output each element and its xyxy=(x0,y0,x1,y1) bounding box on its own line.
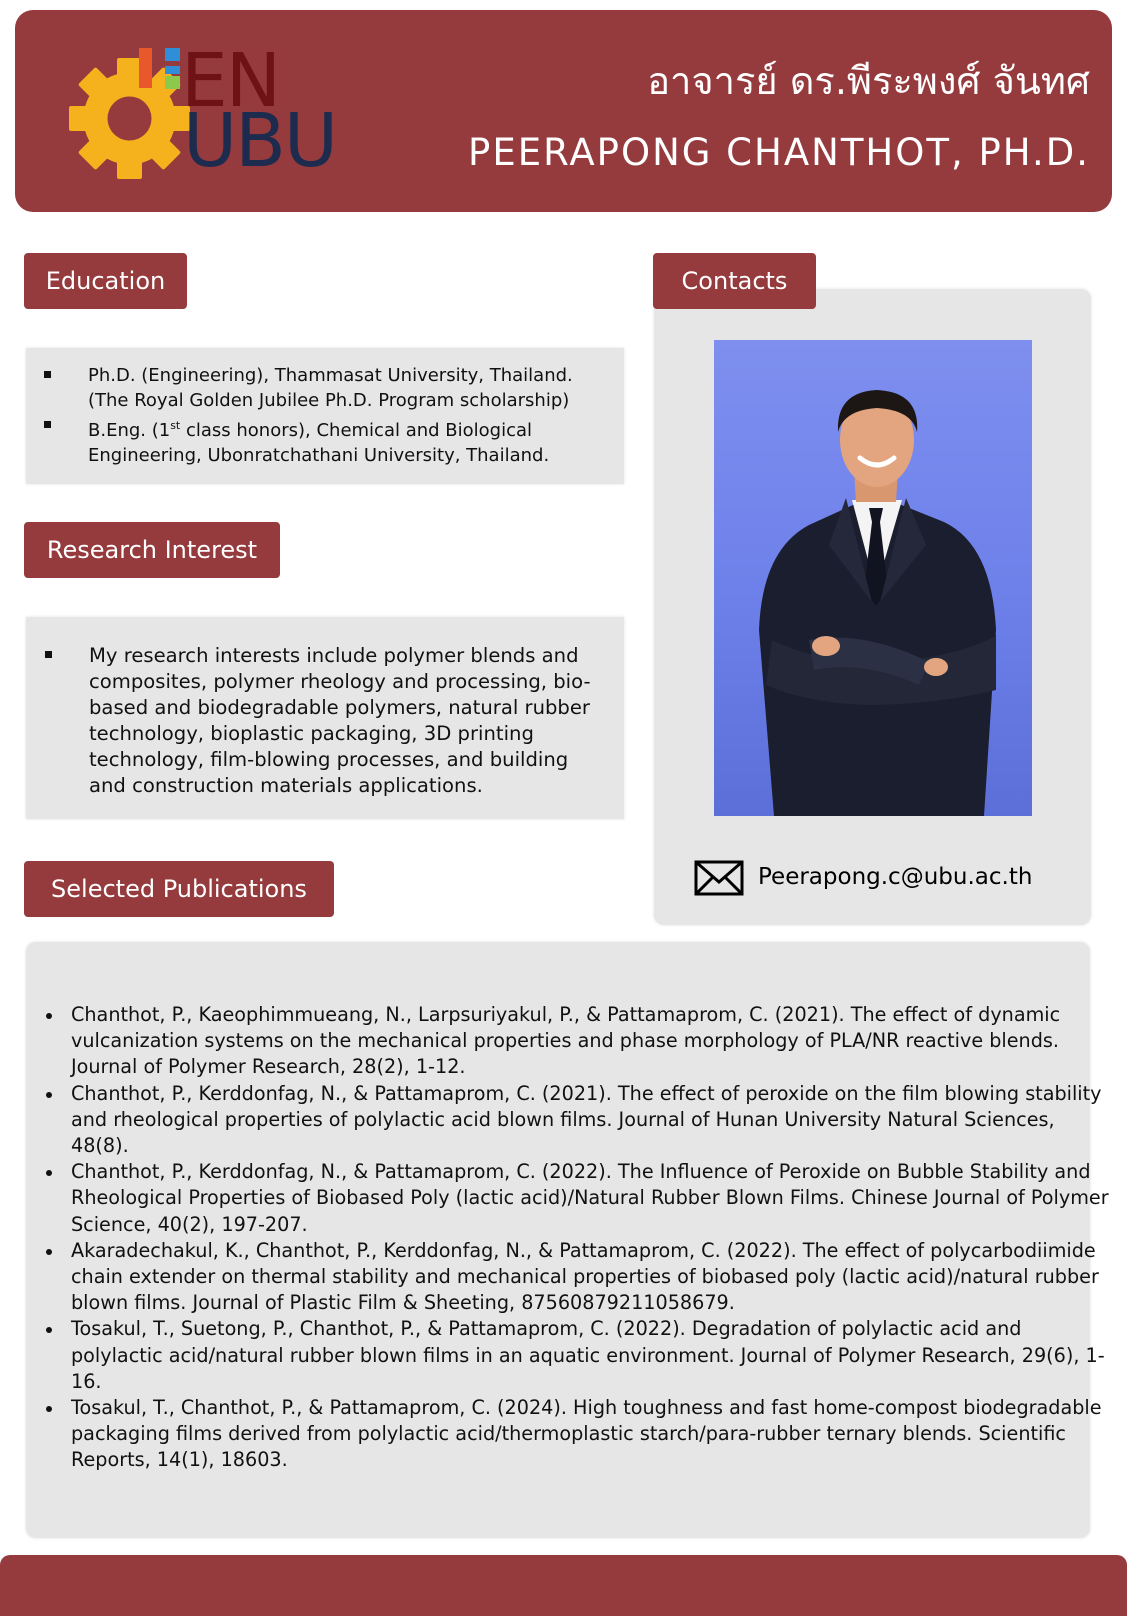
publications-box xyxy=(26,942,1109,1538)
publication-item: Akaradechakul, K., Chanthot, P., Kerddonfag, N., & Pattamaprom, C. (2022). The effect of polycarbodiimide chain extender on thermal stability and mechanical properties of biobased poly (lactic acid)/natural rubber blown films. Journal of Plastic Film & Sheeting, 87560879211058679. xyxy=(71,1238,1111,1317)
logo-squares xyxy=(139,48,183,92)
footer-bar xyxy=(0,1555,1127,1616)
envelope-icon xyxy=(694,860,744,896)
publication-item: Chanthot, P., Kaeophimmueang, N., Larpsuriyakul, P., & Pattamaprom, C. (2021). The effect of dynamic vulcanization systems on the mechanical properties and phase morphology of PLA/NR reactive blends. Journal of Polymer Research, 28(2), 1-12. xyxy=(71,1002,1111,1081)
list-item: My research interests include polymer blends and composites, polymer rheology and processing, bio-based and biodegradable polymers, natural rubber technology, bioplastic packaging, 3D printing technology, film-blowing processes, and building and construction materials applications. xyxy=(89,643,599,799)
education-line: (The Royal Golden Jubilee Ph.D. Program scholarship) xyxy=(88,390,570,411)
superscript: st xyxy=(170,419,181,432)
person-portrait xyxy=(714,340,1032,816)
logo-text-ubu: UBU xyxy=(183,98,337,184)
profile-photo xyxy=(714,340,1032,816)
publication-item: Tosakul, T., Suetong, P., Chanthot, P., & Pattamaprom, C. (2022). Degradation of polylactic acid and polylactic acid/natural rubber blown films in an aquatic environment. Journal of Polymer Research, 29(6), 1-16. xyxy=(71,1316,1111,1395)
education-list xyxy=(88,363,618,468)
contacts-heading: Contacts xyxy=(653,253,816,309)
publication-item: Tosakul, T., Chanthot, P., & Pattamaprom, C. (2024). High toughness and fast home-compost biodegradable packaging films derived from polylactic acid/thermoplastic starch/para-rubber ternary blends. Scientific Reports, 14(1), 18603. xyxy=(71,1395,1111,1474)
research-list xyxy=(89,643,599,799)
email-link[interactable]: Peerapong.c@ubu.ac.th xyxy=(758,864,1033,890)
logo-text-en: EN xyxy=(181,38,280,124)
publication-item: Chanthot, P., Kerddonfag, N., & Pattamaprom, C. (2022). The Influence of Peroxide on Bubble Stability and Rheological Properties of Biobased Poly (lactic acid)/Natural Rubber Blown Films. Chinese Journal of Polymer Science, 40(2), 197-207. xyxy=(71,1159,1111,1238)
education-line: Ph.D. (Engineering), Thammasat University, Thailand. xyxy=(88,365,573,386)
education-line: class honors), Chemical and Biological xyxy=(180,420,533,441)
list-item xyxy=(88,413,618,468)
publications-heading: Selected Publications xyxy=(24,861,334,917)
education-box xyxy=(26,348,624,484)
publication-item: Chanthot, P., Kerddonfag, N., & Pattamaprom, C. (2021). The effect of peroxide on the film blowing stability and rheological properties of polylactic acid blown films. Journal of Hunan University Natural Sciences, 48(8). xyxy=(71,1081,1111,1160)
publications-list xyxy=(71,1002,1111,1474)
research-heading: Research Interest xyxy=(24,522,280,578)
education-line: Engineering, Ubonratchathani University, Thailand. xyxy=(88,445,550,466)
education-line: B.Eng. (1 xyxy=(88,420,171,441)
name-english: PEERAPONG CHANTHOT, PH.D. xyxy=(468,131,1090,174)
education-heading: Education xyxy=(24,253,187,309)
enubu-logo xyxy=(53,38,363,184)
research-box xyxy=(26,617,624,819)
header-banner xyxy=(15,10,1112,212)
list-item xyxy=(88,363,618,413)
name-thai: อาจารย์ ดร.พีระพงศ์ จันทศ xyxy=(647,59,1090,103)
